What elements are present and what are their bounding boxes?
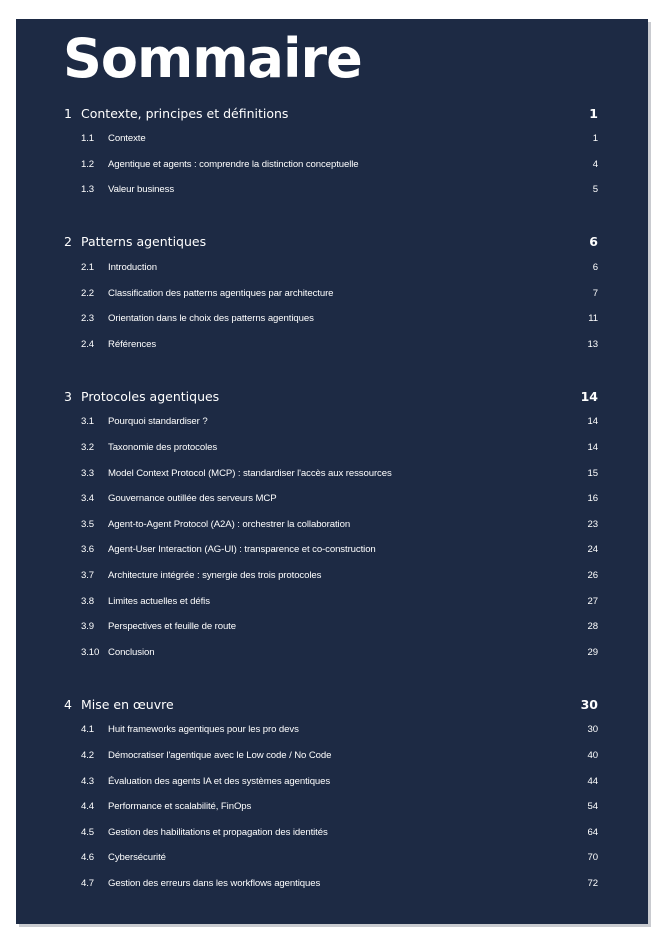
subsection-entry[interactable]: [81, 588, 598, 614]
subsection-entry[interactable]: [81, 537, 598, 563]
subsection-entry[interactable]: [81, 280, 598, 306]
subsection-entry[interactable]: [81, 871, 598, 897]
section-number: 1: [64, 105, 72, 121]
subsection-page-number: 70: [587, 852, 598, 864]
subsection-page-number: 16: [587, 493, 598, 505]
subsection-title: Évaluation des agents IA et des systèmes agentiques: [108, 775, 331, 787]
subsection-page-number: 7: [592, 287, 598, 299]
subsection-number: 4.1: [81, 724, 95, 736]
subsection-number: 3.8: [81, 595, 95, 607]
subsection-entry[interactable]: [81, 845, 598, 871]
subsection-entry[interactable]: [81, 819, 598, 845]
subsection-entry[interactable]: [81, 409, 598, 435]
subsection-title: Gestion des habilitations et propagation des identités: [108, 826, 328, 838]
subsection-title: Introduction: [108, 262, 157, 274]
section-heading[interactable]: [64, 385, 598, 407]
section-title: Protocoles agentiques: [81, 388, 220, 404]
subsection-title: Model Context Protocol (MCP) : standardiser l'accès aux ressources: [108, 467, 392, 479]
subsection-page-number: 26: [587, 570, 598, 582]
subsection-number: 3.3: [81, 467, 95, 479]
subsection-number: 3.5: [81, 518, 95, 530]
section-heading[interactable]: [64, 102, 598, 124]
subsection-title: Valeur business: [108, 184, 175, 196]
subsection-number: 4.3: [81, 775, 95, 787]
subsection-title: Démocratiser l'agentique avec le Low code / No Code: [108, 749, 332, 761]
subsection-page-number: 15: [587, 467, 598, 479]
subsection-entry[interactable]: [81, 435, 598, 461]
subsection-title: Agent-to-Agent Protocol (A2A) : orchestrer la collaboration: [108, 518, 351, 530]
subsection-number: 3.7: [81, 570, 95, 582]
subsection-entry[interactable]: [81, 126, 598, 152]
subsection-title: Conclusion: [108, 646, 155, 658]
subsection-page-number: 40: [587, 749, 598, 761]
subsection-entry[interactable]: [81, 743, 598, 769]
subsection-title: Classification des patterns agentiques par architecture: [108, 287, 334, 299]
subsection-number: 4.2: [81, 749, 95, 761]
subsection-entry[interactable]: [81, 614, 598, 640]
subsection-page-number: 72: [587, 877, 598, 889]
subsection-title: Pourquoi standardiser ?: [108, 416, 208, 428]
section-page-number: 6: [589, 234, 598, 250]
subsection-page-number: 6: [592, 262, 598, 274]
subsection-entry[interactable]: [81, 794, 598, 820]
section-title: Patterns agentiques: [81, 234, 207, 250]
subsection-page-number: 28: [587, 621, 598, 633]
subsection-title: Agent-User Interaction (AG-UI) : transparence et co-construction: [108, 544, 376, 556]
subsection-entry[interactable]: [81, 255, 598, 281]
section-number: 3: [64, 388, 72, 404]
subsection-page-number: 24: [587, 544, 598, 556]
subsection-page-number: 14: [587, 442, 598, 454]
subsection-number: 3.6: [81, 544, 95, 556]
section-title: Contexte, principes et définitions: [81, 105, 289, 121]
subsection-title: Gouvernance outillée des serveurs MCP: [108, 493, 277, 505]
section-number: 4: [64, 696, 72, 712]
subsection-number: 4.6: [81, 852, 95, 864]
subsection-number: 2.2: [81, 287, 95, 299]
subsection-page-number: 23: [587, 518, 598, 530]
section-page-number: 30: [580, 696, 598, 712]
subsection-page-number: 27: [587, 595, 598, 607]
subsection-page-number: 29: [587, 646, 598, 658]
subsection-title: Architecture intégrée : synergie des trois protocoles: [108, 570, 322, 582]
page-title: Sommaire: [63, 27, 362, 90]
toc-section: [64, 693, 598, 896]
subsection-title: Agentique et agents : comprendre la distinction conceptuelle: [108, 158, 359, 170]
subsection-title: Limites actuelles et défis: [108, 595, 210, 607]
subsection-list: [64, 126, 598, 203]
subsection-title: Références: [108, 338, 157, 350]
subsection-page-number: 11: [588, 313, 598, 325]
subsection-entry[interactable]: [81, 640, 598, 666]
subsection-number: 2.4: [81, 338, 95, 350]
subsection-list: [64, 409, 598, 665]
subsection-page-number: 44: [587, 775, 598, 787]
subsection-entry[interactable]: [81, 768, 598, 794]
subsection-entry[interactable]: [81, 332, 598, 358]
section-number: 2: [64, 234, 72, 250]
section-page-number: 14: [580, 388, 598, 404]
subsection-list: [64, 717, 598, 896]
subsection-title: Huit frameworks agentiques pour les pro devs: [108, 724, 299, 736]
toc-section: [64, 102, 598, 203]
section-title: Mise en œuvre: [81, 696, 174, 712]
subsection-number: 3.1: [81, 416, 95, 428]
section-heading[interactable]: [64, 693, 598, 715]
subsection-number: 1.3: [81, 184, 95, 196]
subsection-number: 4.7: [81, 877, 95, 889]
subsection-entry[interactable]: [81, 460, 598, 486]
subsection-title: Cybersécurité: [108, 852, 166, 864]
subsection-entry[interactable]: [81, 486, 598, 512]
subsection-title: Taxonomie des protocoles: [108, 442, 218, 454]
subsection-entry[interactable]: [81, 717, 598, 743]
subsection-number: 3.4: [81, 493, 95, 505]
subsection-page-number: 1: [592, 133, 598, 145]
section-page-number: 1: [589, 105, 598, 121]
subsection-entry[interactable]: [81, 512, 598, 538]
subsection-page-number: 4: [592, 158, 598, 170]
subsection-page-number: 14: [587, 416, 598, 428]
subsection-page-number: 13: [587, 338, 598, 350]
subsection-entry[interactable]: [81, 177, 598, 203]
subsection-number: 3.2: [81, 442, 95, 454]
toc-section: [64, 385, 598, 665]
subsection-page-number: 54: [587, 801, 598, 813]
subsection-entry[interactable]: [81, 306, 598, 332]
subsection-title: Gestion des erreurs dans les workflows agentiques: [108, 877, 321, 889]
subsection-number: 3.10: [81, 646, 100, 658]
subsection-number: 2.1: [81, 262, 95, 274]
subsection-number: 2.3: [81, 313, 95, 325]
subsection-entry[interactable]: [81, 152, 598, 178]
toc-page: [16, 19, 648, 924]
subsection-page-number: 5: [592, 184, 598, 196]
subsection-title: Contexte: [108, 133, 146, 145]
subsection-entry[interactable]: [81, 563, 598, 589]
subsection-page-number: 64: [587, 826, 598, 838]
subsection-title: Performance et scalabilité, FinOps: [108, 801, 252, 813]
subsection-number: 4.5: [81, 826, 95, 838]
section-heading[interactable]: [64, 231, 598, 253]
table-of-contents: [64, 102, 598, 896]
subsection-number: 4.4: [81, 801, 95, 813]
subsection-number: 1.2: [81, 158, 95, 170]
toc-section: [64, 231, 598, 357]
subsection-title: Orientation dans le choix des patterns agentiques: [108, 313, 314, 325]
subsection-page-number: 30: [587, 724, 598, 736]
subsection-title: Perspectives et feuille de route: [108, 621, 236, 633]
subsection-number: 3.9: [81, 621, 95, 633]
subsection-list: [64, 255, 598, 357]
subsection-number: 1.1: [81, 133, 95, 145]
